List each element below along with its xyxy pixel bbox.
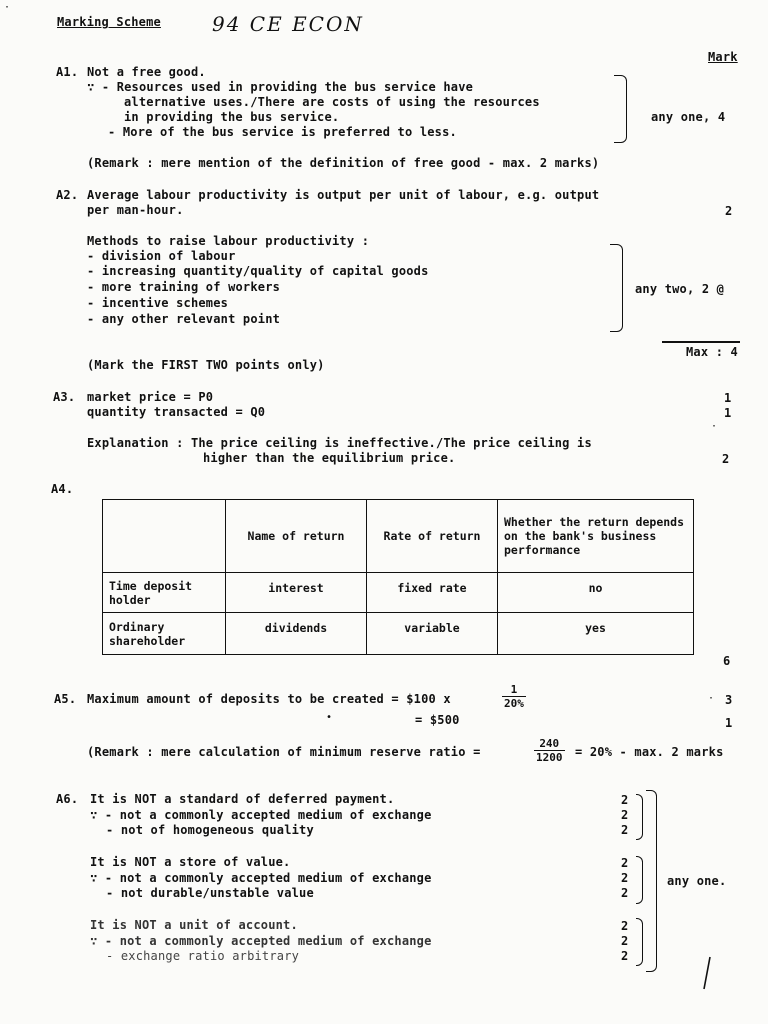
a1-head: Not a free good. (87, 65, 206, 79)
a6-mark: 2 (621, 949, 629, 963)
a2-item: - division of labour (87, 249, 236, 263)
pen-tick-mark (698, 955, 718, 991)
handwritten-subject: 94 CE ECON (212, 12, 364, 36)
speck: · (708, 693, 715, 704)
a6-line: It is NOT a store of value. (90, 855, 291, 869)
table-cell: Ordinary shareholder (103, 613, 226, 655)
table-cell: variable (367, 613, 498, 655)
a6-mark: 2 (621, 934, 629, 948)
a2-line: Average labour productivity is output per unit of labour, e.g. output (87, 188, 600, 202)
a6-mark: 2 (621, 886, 629, 900)
speck: · (4, 2, 11, 13)
a6-line: - not durable/unstable value (106, 886, 314, 900)
a1-remark: (Remark : mere mention of the definition of free good - max. 2 marks) (87, 156, 600, 170)
a5-mark: 1 (725, 716, 733, 730)
a3-line: market price = P0 (87, 390, 214, 404)
a1-line: - More of the bus service is preferred to less. (108, 125, 457, 139)
a5-remark: (Remark : mere calculation of minimum reserve ratio = (87, 745, 481, 759)
a6-mark: 2 (621, 808, 629, 822)
a2-marks: any two, 2 @ (635, 282, 725, 296)
a2-item: - more training of workers (87, 280, 281, 294)
a2-max-rule (662, 341, 740, 343)
a6-line: ∵ - not a commonly accepted medium of exchange (90, 934, 432, 948)
a6-mark: 2 (621, 856, 629, 870)
a6-marks: any one. (667, 874, 727, 888)
a5-line: Maximum amount of deposits to be created = $100 x (87, 692, 451, 706)
a3-mark: 1 (724, 391, 732, 405)
a4-mark: 6 (723, 654, 731, 668)
table-cell: interest (226, 573, 367, 613)
returns-table (102, 499, 694, 655)
table-header-cell: Rate of return (367, 500, 498, 573)
a1-line: ∵ - Resources used in providing the bus service have (87, 80, 474, 94)
speck: · (711, 421, 718, 432)
a3-mark: 1 (724, 406, 732, 420)
a6-brace (636, 856, 643, 904)
table-cell: fixed rate (367, 573, 498, 613)
a5-remark: = 20% - max. 2 marks (575, 745, 724, 759)
a1-label: A1. (56, 65, 79, 79)
table-header-cell: Name of return (226, 500, 367, 573)
a3-explanation: higher than the equilibrium price. (203, 451, 456, 465)
a6-brace (636, 918, 643, 966)
a6-mark: 2 (621, 871, 629, 885)
table-cell: yes (498, 613, 694, 655)
table-row (103, 573, 694, 613)
a3-line: quantity transacted = Q0 (87, 405, 266, 419)
a6-mark: 2 (621, 919, 629, 933)
a5-mark: 3 (725, 693, 733, 707)
a6-label: A6. (56, 792, 79, 806)
table-cell: Time deposit holder (103, 573, 226, 613)
table-header-cell (103, 500, 226, 573)
a1-line: alternative uses./There are costs of using the resources (124, 95, 540, 109)
fraction-numerator: 1 (502, 683, 526, 697)
a6-line: It is NOT a standard of deferred payment. (90, 792, 395, 806)
a1-marks: any one, 4 (651, 110, 726, 124)
a2-note: (Mark the FIRST TWO points only) (87, 358, 325, 372)
a6-brace (636, 794, 643, 840)
a6-line: ∵ - not a commonly accepted medium of exchange (90, 808, 432, 822)
a1-brace (614, 75, 627, 143)
a6-mark: 2 (621, 823, 629, 837)
a2-item: - increasing quantity/quality of capital goods (87, 264, 429, 278)
a2-mark: 2 (725, 204, 733, 218)
table-header-cell: Whether the return depends on the bank's business performance (498, 500, 694, 573)
a6-line: It is NOT a unit of account. (90, 918, 298, 932)
a2-label: A2. (56, 188, 79, 202)
a2-brace (610, 244, 623, 332)
table-row (103, 613, 694, 655)
fraction-numerator: 240 (534, 737, 565, 751)
a3-mark: 2 (722, 452, 730, 466)
a5-fraction (502, 683, 526, 710)
a5-line: = $500 (415, 713, 460, 727)
a3-label: A3. (53, 390, 76, 404)
a6-line: - not of homogeneous quality (106, 823, 314, 837)
table-cell: dividends (226, 613, 367, 655)
a6-mark: 2 (621, 793, 629, 807)
mark-column-label: Mark (708, 50, 738, 64)
a5-remark-fraction (534, 737, 565, 764)
a1-line: in providing the bus service. (124, 110, 340, 124)
a5-label: A5. (54, 692, 77, 706)
a2-methods: Methods to raise labour productivity : (87, 234, 370, 248)
a2-item: - any other relevant point (87, 312, 281, 326)
speck: • (326, 712, 333, 723)
a2-max: Max : 4 (686, 345, 738, 359)
a4-label: A4. (51, 482, 74, 496)
fraction-denominator: 1200 (536, 751, 563, 764)
a2-line: per man-hour. (87, 203, 184, 217)
table-cell: no (498, 573, 694, 613)
a3-explanation: Explanation : The price ceiling is ineffective./The price ceiling is (87, 436, 592, 450)
a2-item: - incentive schemes (87, 296, 229, 310)
a6-line: ∵ - not a commonly accepted medium of exchange (90, 871, 432, 885)
document-title: Marking Scheme (57, 15, 161, 29)
a6-line: - exchange ratio arbitrary (106, 949, 300, 963)
table-header-row (103, 500, 694, 573)
fraction-denominator: 20% (504, 697, 524, 710)
a6-outer-brace (646, 790, 657, 972)
